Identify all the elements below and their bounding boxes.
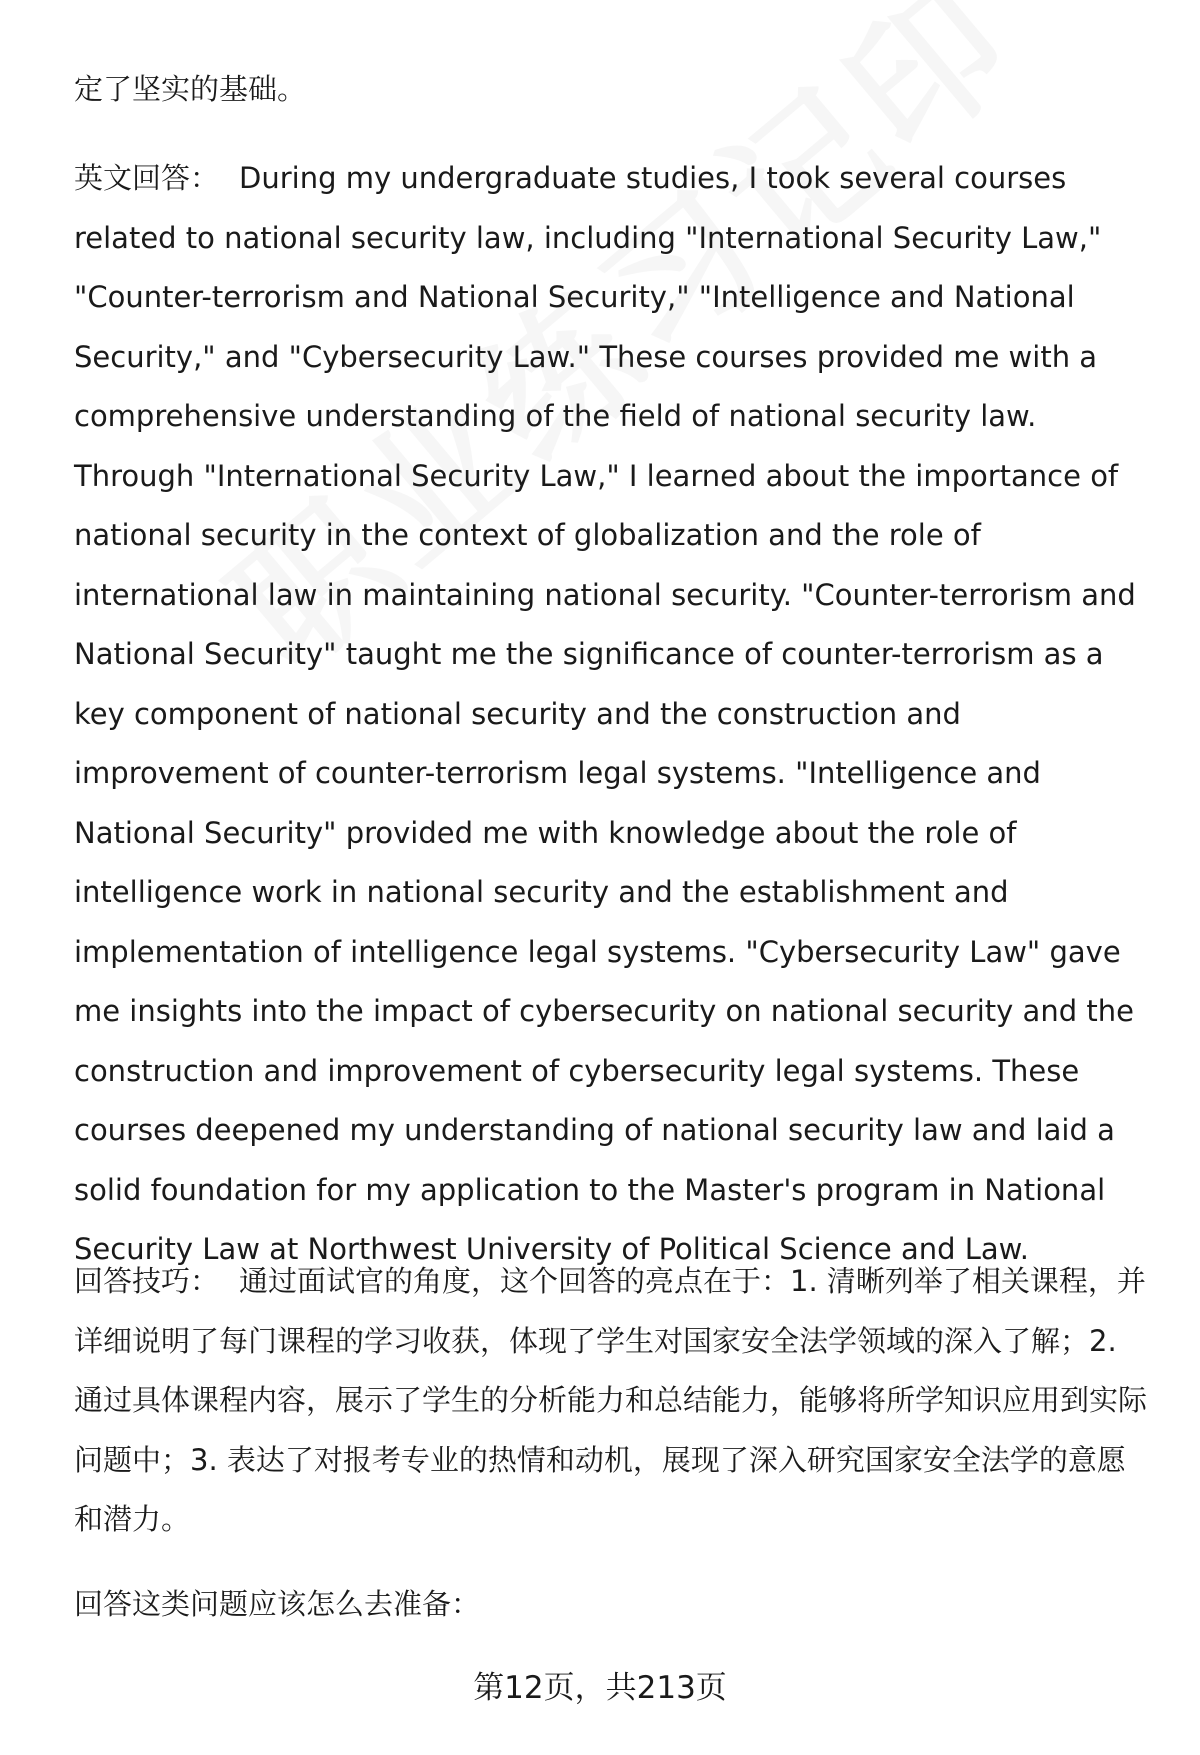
answer-tips-paragraph bbox=[74, 1252, 1154, 1550]
english-answer-label: 英文回答： bbox=[74, 161, 220, 195]
english-answer-text: During my undergraduate studies, I took several courses related to national security law, including "International Security Law," "Counter-terrorism and National Security," "Intelligence and National Security," and "Cybersecurity Law." These courses provided me with a comprehensive understanding of the field of national security law. Through "International Security Law," I learned about the importance of national security in the context of globalization and the role of international law in maintaining national security. "Counter-terrorism and National Security" taught me the significance of counter-terrorism as a key component of national security and the construction and improvement of counter-terrorism legal systems. "Intelligence and National Security" provided me with knowledge about the role of intelligence work in national security and the establishment and implementation of intelligence legal systems. "Cybersecurity Law" gave me insights into the impact of cybersecurity on national security and the construction and improvement of cybersecurity legal systems. These courses deepened my understanding of national security law and laid a solid foundation for my application to the Master's program in National Security Law at Northwest University of Political Science and Law. bbox=[74, 161, 1136, 1266]
answer-tips-text: 通过面试官的角度，这个回答的亮点在于：1. 清晰列举了相关课程，并详细说明了每门课程的学习收获，体现了学生对国家安全法学领域的深入了解；2. 通过具体课程内容，展示了学生的分析能力和总结能力，能够将所学知识应用到实际问题中；3. 表达了对报考专业的热情和动机，展现了深入研究国家安全法学的意愿和潜力。 bbox=[74, 1264, 1148, 1536]
answer-tips-label: 回答技巧： bbox=[74, 1264, 220, 1298]
preparation-heading: 回答这类问题应该怎么去准备： bbox=[74, 1587, 481, 1621]
continued-text: 定了坚实的基础。 bbox=[74, 72, 307, 106]
english-answer-paragraph bbox=[74, 149, 1154, 1280]
page-number: 第12页，共213页 bbox=[473, 1670, 727, 1706]
